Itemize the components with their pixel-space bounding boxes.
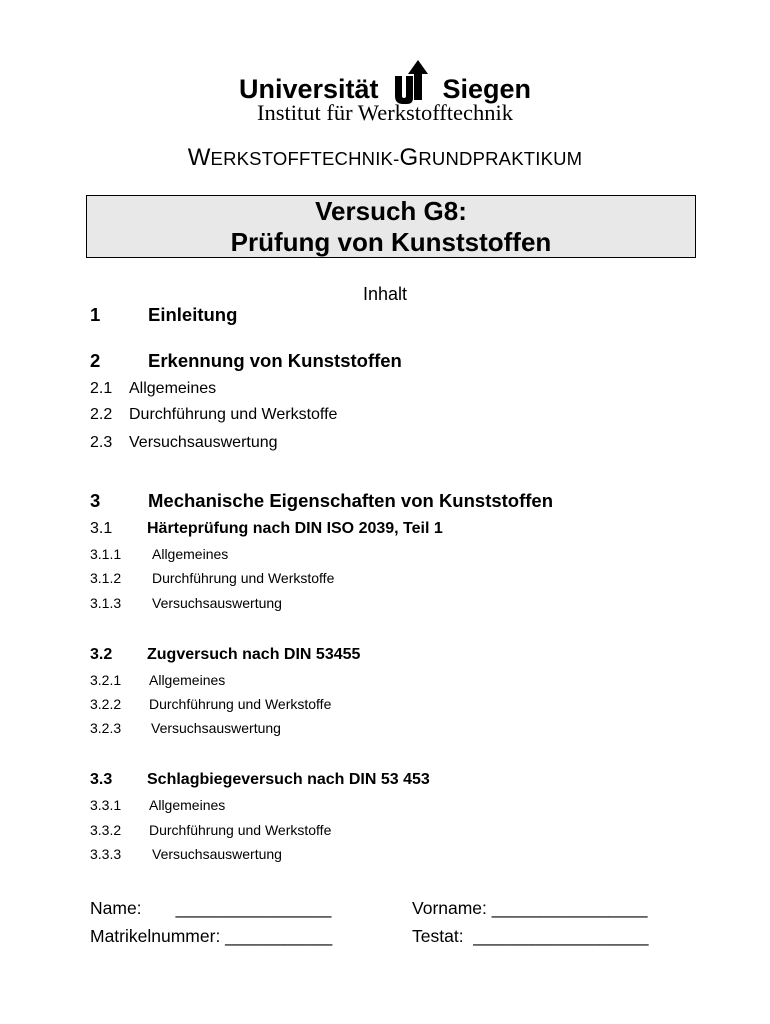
toc-entry-3-2-1 xyxy=(90,672,226,688)
toc-number: 3.3.2 xyxy=(90,822,122,838)
toc-entry-3-3-1 xyxy=(90,797,226,813)
uni-siegen-logo-icon xyxy=(393,60,429,104)
toc-number: 3.2.2 xyxy=(90,696,122,712)
toc-label: Erkennung von Kunststoffen xyxy=(148,350,402,371)
matrikelnummer-field[interactable]: Matrikelnummer: ___________ xyxy=(90,926,333,946)
toc-label: Versuchsauswertung xyxy=(152,595,282,611)
toc-number: 2.1 xyxy=(90,380,113,397)
toc-number: 3 xyxy=(90,490,101,511)
toc-label: Härteprüfung nach DIN ISO 2039, Teil 1 xyxy=(147,520,443,537)
toc-entry-3-1-3 xyxy=(90,595,282,611)
experiment-title-line-1: Versuch G8: xyxy=(315,195,467,226)
toc-number: 1 xyxy=(90,304,101,325)
toc-label: Versuchsauswertung xyxy=(151,720,281,736)
toc-number: 3.1.1 xyxy=(90,546,122,562)
toc-number: 3.1.3 xyxy=(90,595,122,611)
toc-label: Allgemeines xyxy=(129,380,217,397)
toc-entry-3-1-2 xyxy=(90,570,335,586)
vorname-field[interactable]: Vorname: ________________ xyxy=(412,898,648,918)
experiment-title-box xyxy=(86,195,696,258)
university-name-right: Siegen xyxy=(442,74,532,104)
toc-entry-3-1 xyxy=(90,520,443,538)
toc-entry-2 xyxy=(90,350,402,372)
toc-label: Versuchsauswertung xyxy=(129,434,278,451)
toc-number: 2.2 xyxy=(90,406,113,423)
toc-label: Mechanische Eigenschaften von Kunststoffen xyxy=(148,490,554,511)
toc-entry-3-2-3 xyxy=(90,720,281,736)
toc-label: Allgemeines xyxy=(152,546,229,562)
university-header xyxy=(0,56,770,106)
toc-entry-3-2 xyxy=(90,646,361,664)
toc-number: 3.2 xyxy=(90,646,113,663)
program-part-1: ERKSTOFFTECHNIK- xyxy=(210,148,400,169)
toc-entry-3-3-2 xyxy=(90,822,332,838)
toc-label: Zugversuch nach DIN 53455 xyxy=(147,646,361,663)
experiment-title-line-2: Prüfung von Kunststoffen xyxy=(230,226,552,257)
program-title xyxy=(0,144,770,172)
toc-entry-1 xyxy=(90,304,238,326)
program-part-2: RUNDPRAKTIKUM xyxy=(418,148,583,169)
toc-entry-3 xyxy=(90,490,554,512)
toc-entry-2-1 xyxy=(90,380,217,398)
toc-number: 3.3.1 xyxy=(90,797,122,813)
toc-label: Durchführung und Werkstoffe xyxy=(152,570,335,586)
toc-heading: Inhalt xyxy=(362,284,408,304)
toc-label: Allgemeines xyxy=(149,672,226,688)
toc-number: 2 xyxy=(90,350,101,371)
program-initial-g: G xyxy=(399,144,419,171)
toc-entry-3-3-3 xyxy=(90,846,282,862)
toc-label: Allgemeines xyxy=(149,797,226,813)
toc-number: 3.2.1 xyxy=(90,672,122,688)
toc-entry-3-1-1 xyxy=(90,546,229,562)
toc-number: 3.1.2 xyxy=(90,570,122,586)
toc-label: Durchführung und Werkstoffe xyxy=(129,406,338,423)
toc-number: 3.1 xyxy=(90,520,113,537)
name-field[interactable]: Name: ________________ xyxy=(90,898,332,918)
toc-number: 3.3 xyxy=(90,771,113,788)
toc-number: 3.3.3 xyxy=(90,846,122,862)
toc-entry-3-3 xyxy=(90,771,430,789)
university-name-left: Universität xyxy=(238,74,379,104)
toc-label: Durchführung und Werkstoffe xyxy=(149,822,332,838)
toc-label: Versuchsauswertung xyxy=(152,846,282,862)
toc-entry-2-3 xyxy=(90,434,278,452)
toc-entry-2-2 xyxy=(90,406,338,424)
program-initial-w: W xyxy=(187,144,211,171)
toc-number: 2.3 xyxy=(90,434,113,451)
toc-label: Durchführung und Werkstoffe xyxy=(149,696,332,712)
testat-field[interactable]: Testat: __________________ xyxy=(412,926,649,946)
institute-name: Institut für Werkstofftechnik xyxy=(256,100,514,125)
toc-label: Einleitung xyxy=(148,304,238,325)
toc-label: Schlagbiegeversuch nach DIN 53 453 xyxy=(147,771,430,788)
toc-entry-3-2-2 xyxy=(90,696,332,712)
toc-number: 3.2.3 xyxy=(90,720,122,736)
